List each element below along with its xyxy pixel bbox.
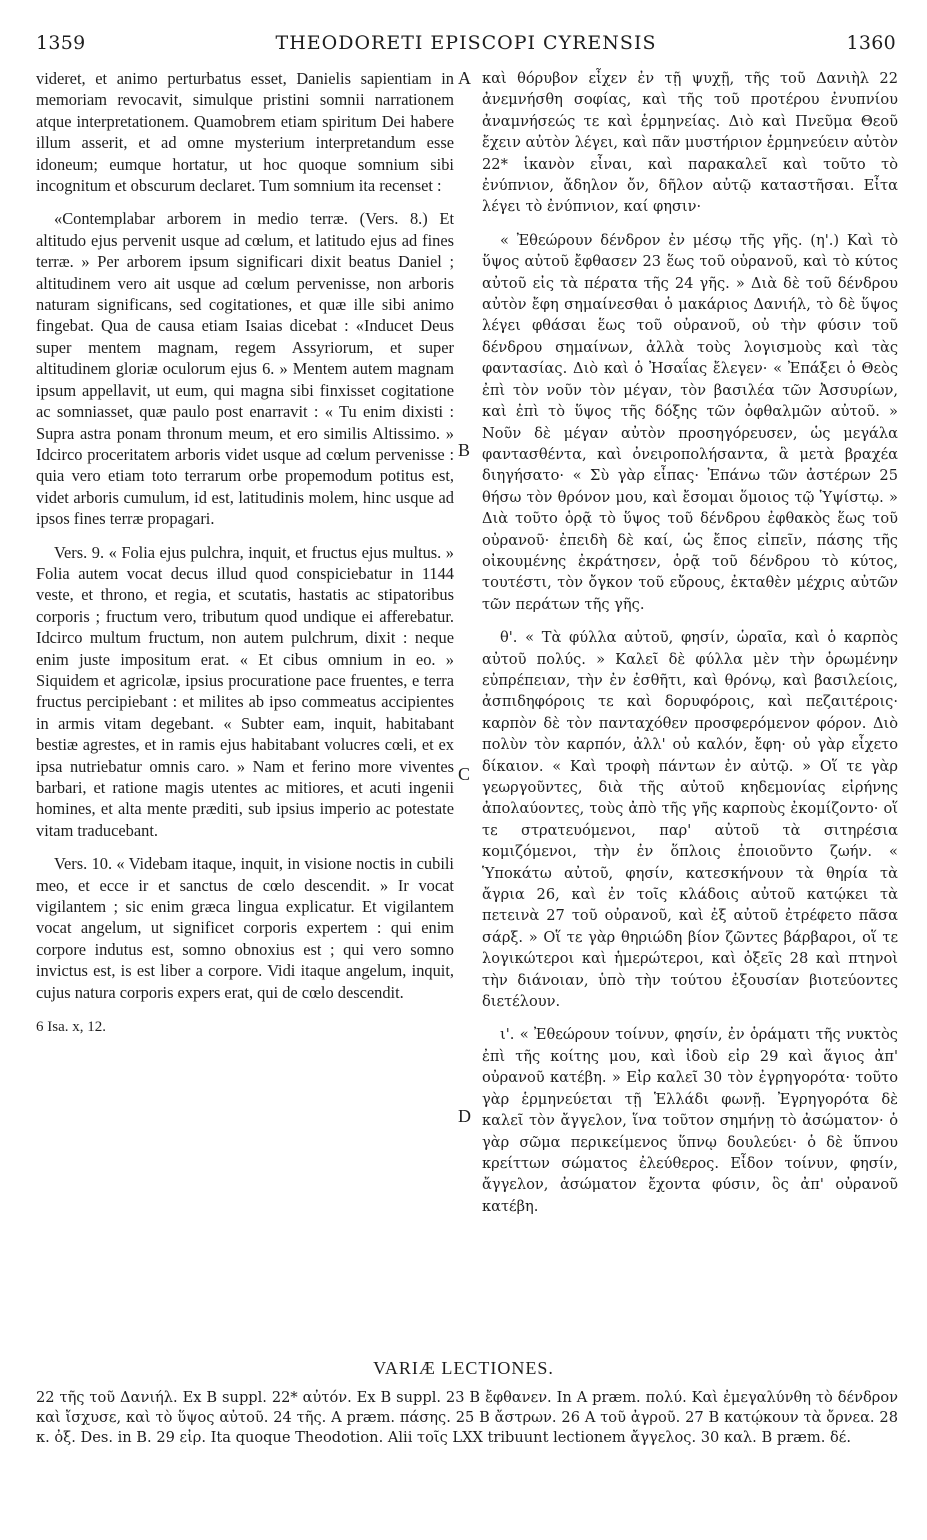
greek-paragraph-4: ι'. « Ἐθεώρουν τοίνυν, φησίν, ἐν ὁράματι τῆς νυκτὸς ἐπὶ τῆς κοίτης μου, καὶ ἰδοὺ εἰρ 29 καὶ ἅγιος ἀπ' οὐρανοῦ κατέβη. » Εἰρ καλεῖ 30 τὸν ἐγρηγορότα· τοῦτο γὰρ ἑρμηνεύεται τῇ Ἑλλάδι φωνῇ. Ἐγρηγορότα δὲ καλεῖ τὸν ἄγγελον, ἵνα τοῦτον σημήνῃ τὸ ἀσώματον· ὁ γὰρ σῶμα περικείμενος ὕπνῳ δουλεύει· ὁ δὲ ὕπνου κρείττων σώματος ἐλεύθερος. Εἶδον τοίνυν, φησίν, ἄγγελον, ἀσώματον ἔχοντα φύσιν, ὃς ἀπ' οὐρανοῦ κατέβη. xyxy=(482,1026,898,1215)
page-number-left: 1359 xyxy=(36,32,86,54)
latin-paragraph-2: «Contemplabar arborem in medio terræ. (Vers. 8.) Et altitudo ejus pervenit usque ad cœlum, et latitudo ejus ad fines terræ. » Per arborem ipsum significari dixit beatus Daniel ; altitudinem vero ait usque ad cœlum pervenisse, non arboris naturam significans, sed cogitationes, et quæ ille sibi animo fingebat. Qua de causa etiam Isaias dicebat : «Inducet Deus super mentem magnam, regem Assyriorum, et super altitudinem gloriæ oculorum ejus 6. » Mentem autem magnam ipsum appellavit, ut eum, qui magna sibi finxisset cogitatione ac somniasset, quæ paulo post enarravit : « Tu enim dixisti : Supra astra ponam thronum meum, et ero similis Altissimo. » Idcirco proceritatem arboris videt usque ad cœlum pervenisse : quia vero etiam toto terrarum orbe propemodum potitus est, videt arboris cumulum, id est, latitudinis molem, hinc usque ad ipsos fines terræ propagari. xyxy=(36,209,454,529)
variae-lectiones-text: 22 τῆς τοῦ Δανιήλ. Ex B suppl. 22* αὐτόν. Ex B suppl. 23 B ἔφθανεν. In A præm. πολύ. Καὶ ἐμεγαλύνθη τὸ δένδρον καὶ ἴσχυσε, καὶ τὸ ὕψος αὐτοῦ. 24 τῆς. A præm. πάσης. 25 B ἄστρων. 26 A τοῦ ἀγροῦ. 27 B κατῴκουν τὰ ὄρνεα. 28 κ. ὀξ. Des. in B. 29 εἰρ. Ita quoque Theodotion. Alii τοῖς LXX tribuunt lectionem ἄγγελος. 30 καλ. B præm. δέ. xyxy=(36,1389,898,1446)
latin-paragraph-4: Vers. 10. « Videbam itaque, inquit, in visione noctis in cubili meo, et ecce ir et sanctus de cœlo descendit. » Ir vocat vigilantem ; sic enim græca lingua explicatur. Et vigilantem vocat angelum, ut significet corporis expertem : qui enim corpore indutus est, somno obnoxius est ; qui vero somno invictus est, is est liber a corpore. Vidi itaque angelum, inquit, cujus natura corporis expers erat, qui de cœlo descendit. xyxy=(36,854,454,1002)
running-title: THEODORETI EPISCOPI CYRENSIS xyxy=(275,32,657,54)
page-number-right: 1360 xyxy=(846,32,896,54)
greek-paragraph-2: « Ἐθεώρουν δένδρον ἐν μέσῳ τῆς γῆς. (η'.) Καὶ τὸ ὕψος αὐτοῦ ἔφθασεν 23 ἕως τοῦ οὐρανοῦ, καὶ τὸ κύτος αὐτοῦ εἰς τὰ πέρατα τῆς 24 γῆς. » Διὰ δὲ τοῦ δένδρου αὐτὸν ἔφη σημαίνεσθαι ὁ μακάριος Δανιήλ, τὸ δὲ ὕψος λέγει φθάσαι ἕως τοῦ οὐρανοῦ, οὐ τὴν φύσιν τοῦ δένδρου σημαίνων, ἀλλὰ τοὺς λογισμοὺς καὶ τὰς φαντασίας. Διὸ καὶ ὁ Ἠσαΐας ἔλεγεν· « Ἐπάξει ὁ Θεὸς ἐπὶ τὸν νοῦν τὸν μέγαν, τὸν βασιλέα τῶν Ἀσσυρίων, καὶ ἐπὶ τὸ ὕψος τῆς δόξης τῶν ὀφθαλμῶν αὐτοῦ. » Νοῦν δὲ μέγαν αὐτὸν προσηγόρευσεν, ὡς μεγάλα φαντασθέντα, καὶ ὀνειροπολήσαντα, ἃ μετὰ βραχέα διηγήσατο· « Σὺ γὰρ εἶπας· Ἐπάνω τῶν ἀστέρων 25 θήσω τὸν θρόνον μου, καὶ ἔσομαι ὅμοιος τῷ Ὑψίστῳ. » Διὰ τοῦτο ὁρᾷ τὸ ὕψος τοῦ δένδρου ἐφθακὸς ἕως τοῦ οὐρανοῦ· ἐπειδὴ δὲ καί, ὡς ἔπος εἰπεῖν, πάσης τῆς οἰκουμένης ἐκράτησεν, ὁρᾷ τοῦ δένδρου τὸ κύτος, τουτέστι, τὸν ὄγκον τοῦ εὔρους, ἐκταθὲν μέχρις αὐτῶν τῶν περάτων τῆς γῆς. xyxy=(482,231,898,613)
latin-footnote: 6 Isa. x, 12. xyxy=(36,1019,106,1036)
greek-column xyxy=(482,68,898,1217)
margin-letter-c: C xyxy=(458,764,471,784)
margin-letter-a: A xyxy=(458,68,471,88)
variae-lectiones-title: VARIÆ LECTIONES. xyxy=(373,1358,554,1378)
latin-paragraph-3: Vers. 9. « Folia ejus pulchra, inquit, et fructus ejus multus. » Folia autem vocat decus illud quod conspiciebatur in 1144 veste, et throno, et regia, et scutatis, hastatis ac stipatoribus corporis ; fructum vero, tributum quod undique ei afferebatur. Idcirco multum fructum, non autem pulchrum, dixit : neque enim juste impositum erat. « Et cibus omnium in eo. » Siquidem et agricolæ, ipsius procuratione pace fruentes, e terra fructus percipiebant : et milites ab ipso commeatus accipientes in armis vitam degebant. « Subter eam, inquit, habitabant bestiæ agrestes, et in ramis ejus habitabant volucres cœli, et ex ipsa nutriebatur omnis caro. » Nam et ferino more viventes barbari, et ratione magis utentes ac mitiores, et acuti ingenii homines, et alta mente præditi, sub ipsius imperio ac potestate vitam traducebant. xyxy=(36,542,454,840)
running-header xyxy=(36,32,896,66)
greek-paragraph-1: καὶ θόρυβον εἶχεν ἐν τῇ ψυχῇ, τῆς τοῦ Δανιὴλ 22 ἀνεμνήσθη σοφίας, καὶ τῆς τοῦ προτέρου ἐνυπνίου ἀναμνήσεώς τε καὶ ἑρμηνείας. Διὸ καὶ Πνεῦμα Θεοῦ ἔχειν αὐτὸν λέγει, καὶ πᾶν μυστήριον ἑρμηνεύειν αὐτὸν 22* ἱκανὸν εἶναι, καὶ παρακαλεῖ καὶ τοῦτο τὸ ἐνύπνιον, ἄδηλον ὄν, δῆλον αὐτῷ καταστῆσαι. Εἶτα λέγει τὸ ἐνύπνιον, καί φησιν· xyxy=(482,70,898,216)
margin-letter-b: B xyxy=(458,440,471,460)
greek-paragraph-3: θ'. « Τὰ φύλλα αὐτοῦ, φησίν, ὡραῖα, καὶ ὁ καρπὸς αὐτοῦ πολύς. » Καλεῖ δὲ φύλλα μὲν τὴν ὁρωμένην εὐπρέπειαν, τὴν ἐν ἐσθῆτι, καὶ θρόνῳ, καὶ βασιλείοις, ἀσπιδηφόροις τε καὶ δορυφόροις, καὶ πεζαιτέροις· καρπὸν δὲ τὸν πανταχόθεν προσφερόμενον φόρον. Διὸ πολὺν τὸν καρπόν, ἀλλ' οὐ καλόν, ἔφη· οὐ γὰρ εἶχετο δίκαιον. « Καὶ τροφὴ πάντων ἐν αὐτῷ. » Οἵ τε γὰρ γεωργοῦντες, διὰ τῆς αὐτοῦ κηδεμονίας εἰρήνης ἀπολαύοντες, τοὺς ἀπὸ τῆς γῆς καρποὺς ἐκομίζοντο· οἵ τε στρατευόμενοι, παρ' αὐτοῦ τὰ σιτηρέσια κομιζόμενοι, τὴν ἐν ὅπλοις ἐποιοῦντο ζωήν. « Ὑποκάτω αὐτοῦ, φησίν, κατεσκήνουν τὰ θηρία τὰ ἄγρια 26, καὶ ἐν τοῖς κλάδοις αὐτοῦ κατῴκει τὰ πετεινὰ 27 τοῦ οὐρανοῦ, καὶ ἐξ αὐτοῦ ἐτρέφετο πᾶσα σάρξ. » Οἵ τε γὰρ θηριώδη βίον ζῶντες βάρβαροι, οἵ τε λογικώτεροι καὶ ἡμερώτεροι, καὶ ὀξεῖς 28 καὶ πτηνοὶ τὴν διάνοιαν, ὑπὸ τὴν τούτου ἐξουσίαν βιοτεύοντες διετέλουν. xyxy=(482,629,898,1011)
latin-column xyxy=(36,68,454,1038)
latin-paragraph-1: videret, et animo perturbatus esset, Danielis sapientiam in memoriam revocavit, simulque pristini somnii narrationem atque interpretationem. Quamobrem etiam spiritum Dei habere illum asserit, et ad omne mysterium interpretandum esse idoneum; eumque hortatur, ut hoc quoque somnium sibi incognitum et obscurum declaret. Tum somnium ita recenset : xyxy=(36,69,454,196)
margin-letter-d: D xyxy=(458,1106,471,1126)
